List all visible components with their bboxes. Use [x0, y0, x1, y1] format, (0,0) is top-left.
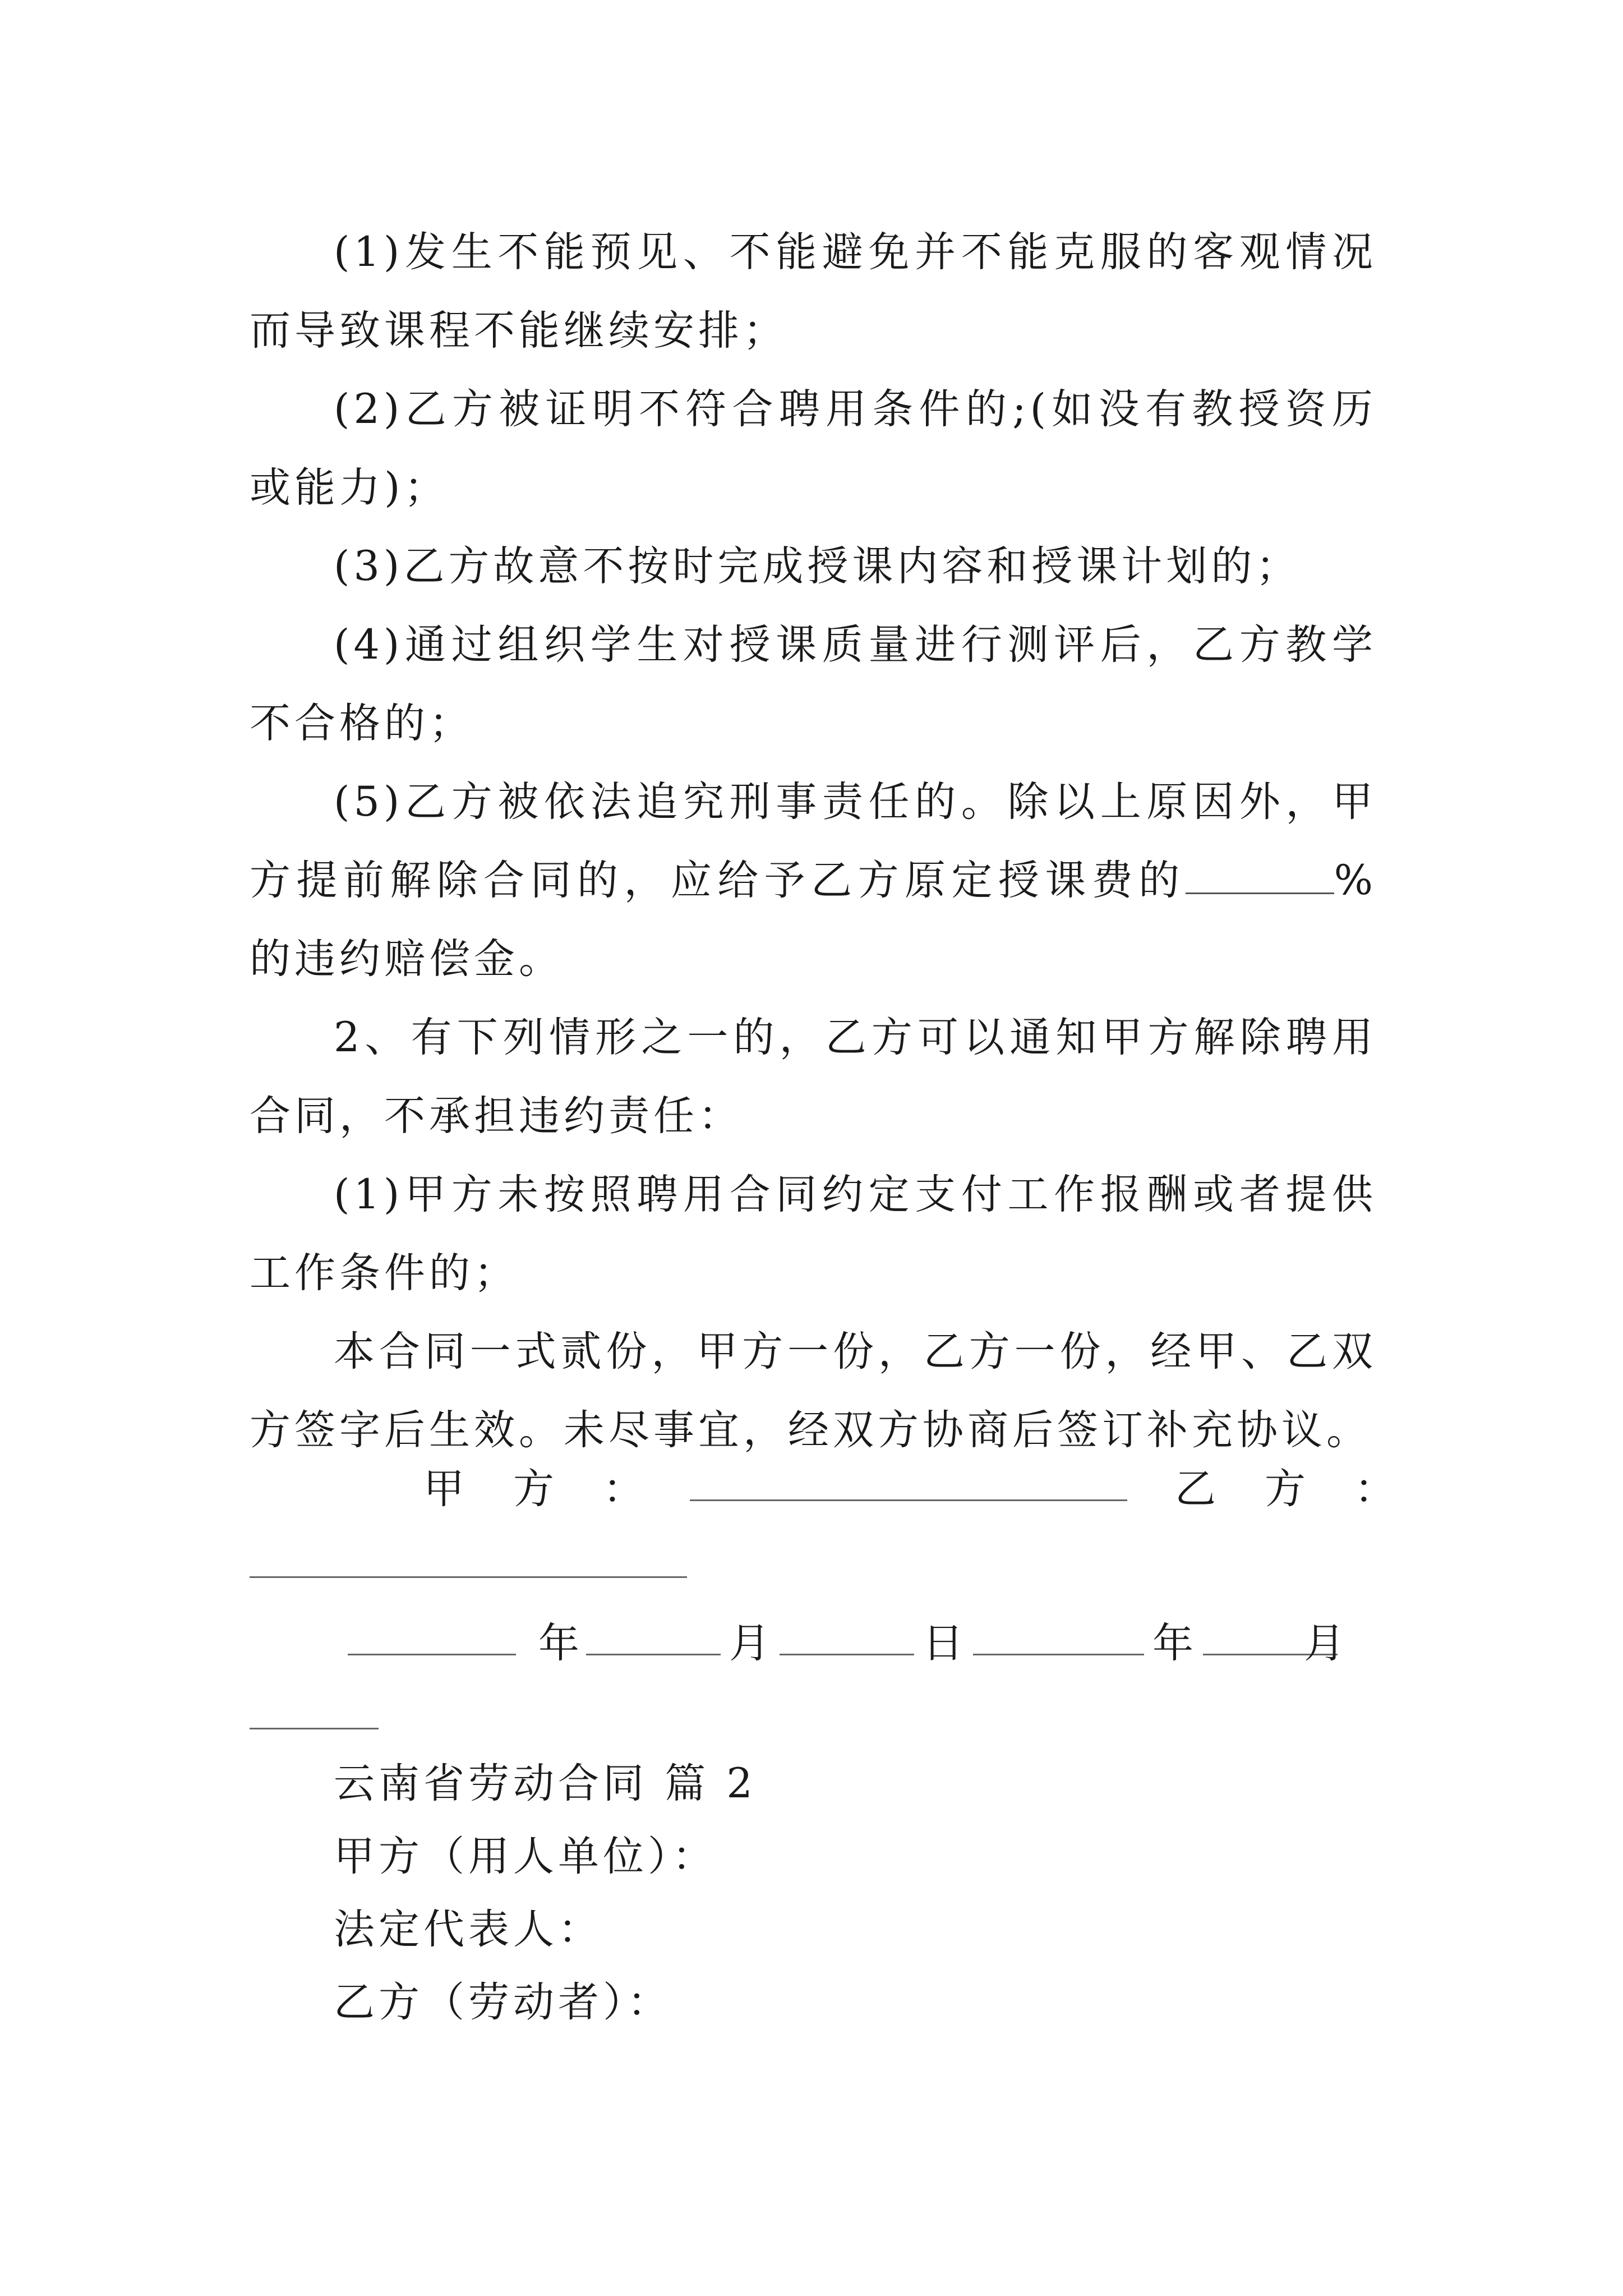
party-b-label: 乙 方 ：	[1175, 1465, 1399, 1513]
closing-clause: 本合同一式贰份，甲方一份，乙方一份，经甲、乙双方签字后生效。未尽事宜，经双方协商后签订补充协议。	[250, 1328, 1377, 1454]
employer-line: 甲方（用人单位）：	[334, 1833, 717, 1880]
contract-body	[250, 213, 1377, 1470]
clause-2-1: (1)甲方未按照聘用合同约定支付工作报酬或者提供工作条件的；	[250, 1171, 1377, 1297]
party-a-day-blank[interactable]	[780, 1654, 914, 1655]
party-b-signature-line[interactable]	[250, 1576, 687, 1578]
party-a-year-label: 年	[538, 1619, 583, 1667]
party-a-label: 甲 方 ：	[423, 1465, 648, 1513]
clause-1-3: (3)乙方故意不按时完成授课内容和授课计划的；	[334, 542, 1301, 590]
party-b-year-label: 年	[1152, 1619, 1197, 1667]
clause-1-5	[250, 763, 1377, 999]
employee-line: 乙方（劳动者）：	[334, 1978, 672, 2026]
clause-1-1: (1)发生不能预见、不能避免并不能克服的客观情况而导致课程不能继续安排；	[250, 228, 1377, 355]
date-row	[250, 1610, 1377, 1667]
section-2	[334, 1747, 1343, 2039]
party-a-year-blank[interactable]	[348, 1654, 516, 1655]
clause-1-5-tail: %的违约赔偿金。	[250, 857, 1377, 983]
section-2-title: 云南省劳动合同 篇 2	[334, 1760, 757, 1807]
clause-2: 2、有下列情形之一的，乙方可以通知甲方解除聘用合同，不承担违约责任：	[250, 1014, 1377, 1140]
penalty-percent-blank[interactable]	[1186, 860, 1334, 894]
party-a-month-label: 月	[729, 1619, 774, 1667]
clause-1-4: (4)通过组织学生对授课质量进行测评后，乙方教学不合格的；	[250, 621, 1377, 747]
party-a-day-label: 日	[923, 1619, 967, 1667]
party-b-day-blank[interactable]	[250, 1728, 379, 1729]
clause-1-5-text: (5)乙方被依法追究刑事责任的。除以上原因外，甲方提前解除合同的，应给予乙方原定授课费的	[250, 778, 1377, 904]
party-a-month-blank[interactable]	[586, 1654, 721, 1655]
signature-row	[250, 1456, 1399, 1513]
party-b-month-label: 月	[1304, 1619, 1349, 1667]
party-a-signature-line[interactable]	[690, 1499, 1127, 1501]
party-b-year-blank[interactable]	[973, 1654, 1144, 1655]
clause-1-2: (2)乙方被证明不符合聘用条件的;(如没有教授资历或能力)；	[250, 385, 1377, 512]
legal-representative-line: 法定代表人：	[334, 1906, 603, 1953]
